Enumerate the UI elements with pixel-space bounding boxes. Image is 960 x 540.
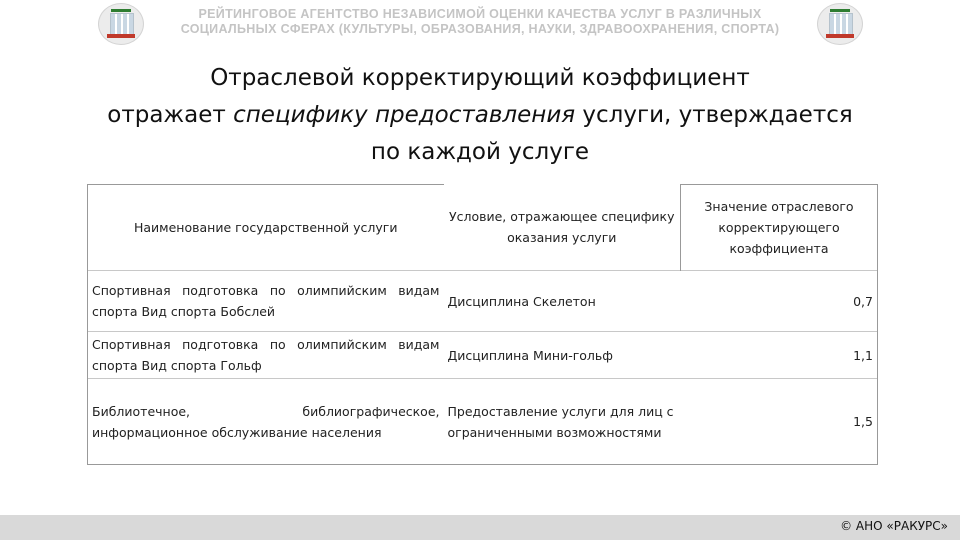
column-header-condition: Условие, отражающее специфику оказания услуги	[449, 209, 675, 246]
condition-cell: Дисциплина Мини-гольф	[444, 332, 681, 379]
footer-bar	[0, 515, 960, 540]
table-row	[88, 271, 878, 332]
title-line2-start: отражает	[107, 102, 234, 128]
condition-cell: Дисциплина Скелетон	[444, 271, 681, 332]
agency-logo-icon	[817, 3, 863, 45]
column-header-service: Наименование государственной услуги	[88, 185, 444, 271]
page-title	[40, 60, 920, 171]
service-cell: Библиотечное, библиографическое, информационное обслуживание населения	[88, 379, 444, 465]
coefficients-table	[87, 184, 878, 465]
copyright-text: © АНО «РАКУРС»	[840, 519, 948, 533]
org-name-line1: РЕЙТИНГОВОЕ АГЕНТСТВО НЕЗАВИСИМОЙ ОЦЕНКИ КАЧЕСТВА УСЛУГ В РАЗЛИЧНЫХ	[198, 7, 762, 21]
value-cell: 0,7	[681, 271, 878, 332]
table-header-row	[88, 185, 878, 271]
title-line1: Отраслевой корректирующий коэффициент	[210, 65, 750, 91]
service-cell: Спортивная подготовка по олимпийским видам спорта Вид спорта Бобслей	[88, 271, 444, 332]
agency-logo-icon	[98, 3, 144, 45]
title-line2-end: услуги, утверждается	[575, 102, 853, 128]
condition-cell: Предоставление услуги для лиц с ограниченными возможностями	[444, 379, 681, 465]
service-cell: Спортивная подготовка по олимпийским видам спорта Вид спорта Гольф	[88, 332, 444, 379]
column-header-value: Значение отраслевого корректирующего коэффициента	[681, 185, 878, 271]
value-cell: 1,5	[681, 379, 878, 465]
org-name-line2: СОЦИАЛЬНЫХ СФЕРАХ (КУЛЬТУРЫ, ОБРАЗОВАНИЯ, НАУКИ, ЗДРАВООХРАНЕНИЯ, СПОРТА)	[180, 22, 780, 36]
header	[0, 0, 960, 46]
table-row	[88, 332, 878, 379]
table-row	[88, 379, 878, 465]
value-cell: 1,1	[681, 332, 878, 379]
title-line2-emphasis: специфику предоставления	[233, 102, 576, 128]
title-line3: по каждой услуге	[370, 139, 590, 165]
title-line2	[40, 97, 920, 134]
